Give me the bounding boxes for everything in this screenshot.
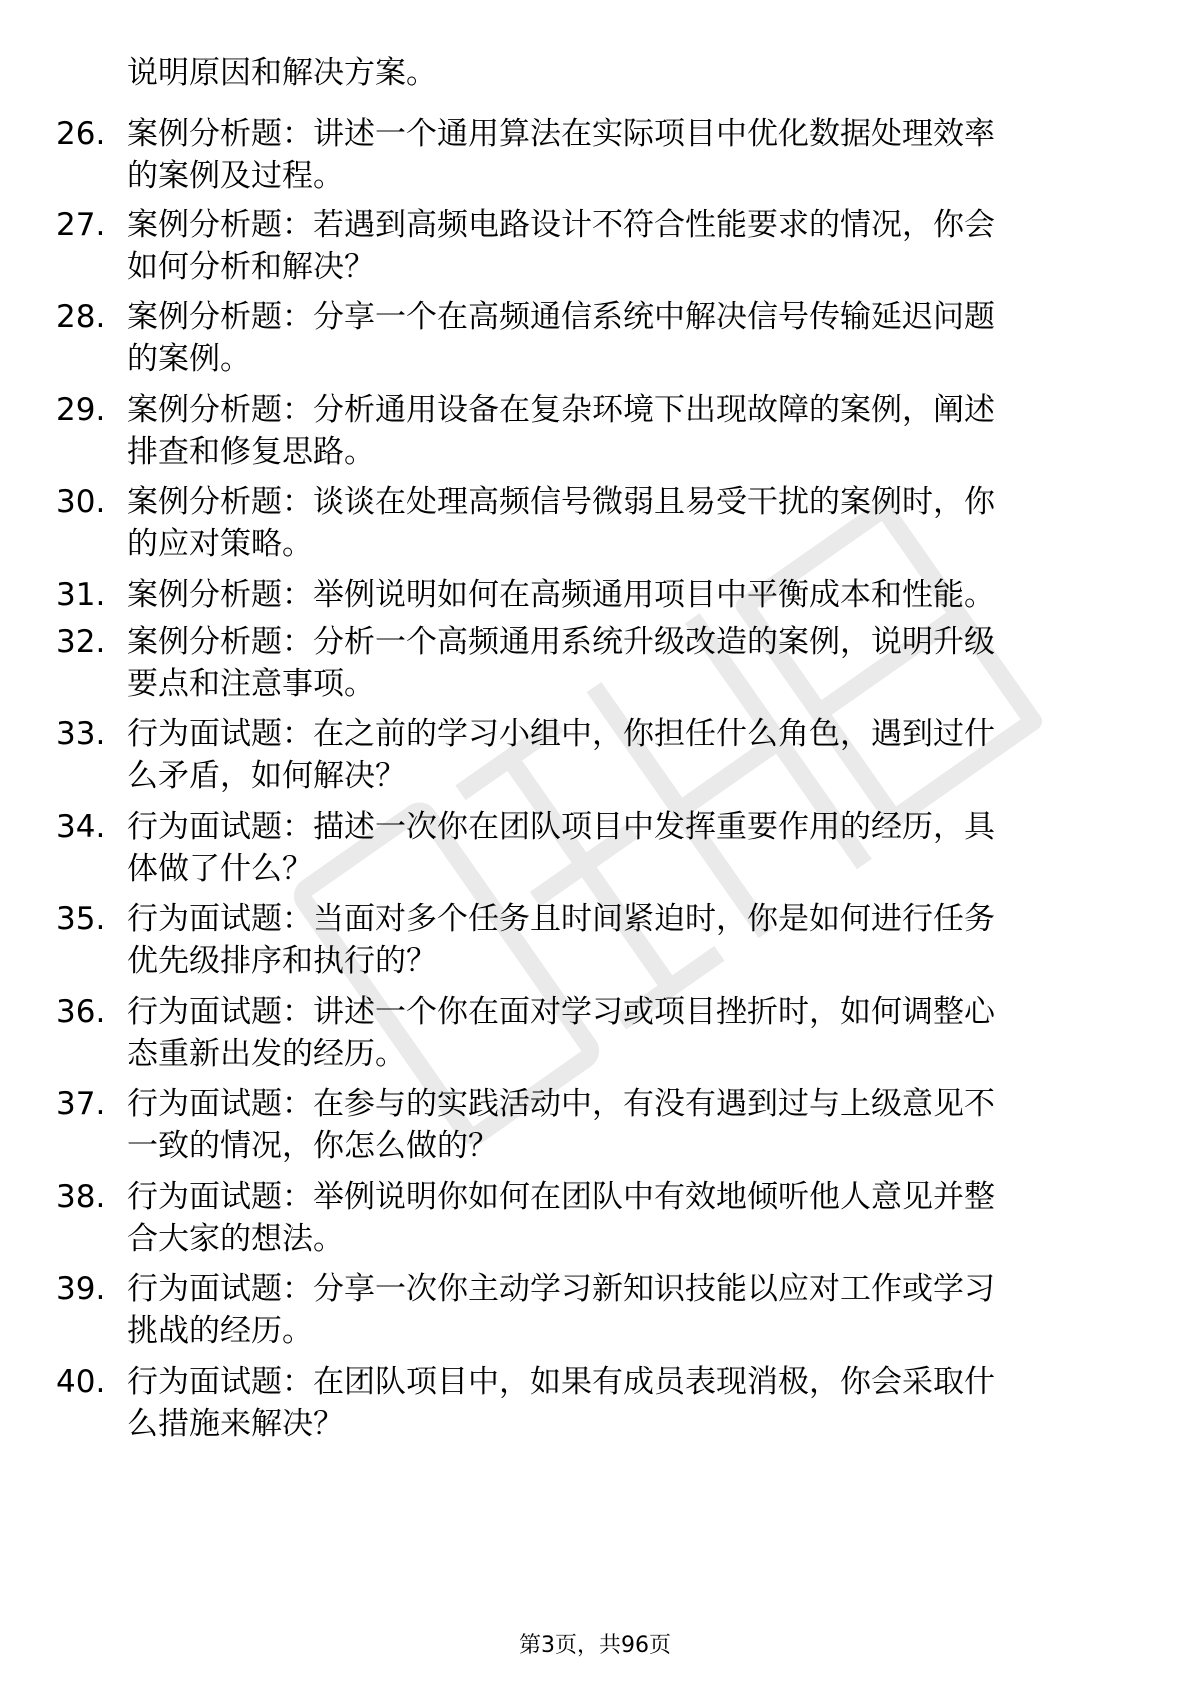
item-number: 31. <box>56 577 106 613</box>
item-line: 的应对策略。 <box>127 526 313 562</box>
item-text <box>127 1176 1117 1260</box>
item-text <box>127 574 1117 616</box>
item-number: 30. <box>56 484 106 520</box>
item-text <box>127 991 1117 1075</box>
list-item <box>0 204 1190 294</box>
item-text <box>127 1083 1117 1167</box>
item-line: 如何分析和解决？ <box>127 249 375 285</box>
item-line: 案例分析题：分析通用设备在复杂环境下出现故障的案例，阐述 <box>127 392 995 428</box>
item-line: 体做了什么？ <box>127 851 313 887</box>
item-text <box>127 898 1117 982</box>
item-text <box>127 1268 1117 1352</box>
item-line: 优先级排序和执行的？ <box>127 943 437 979</box>
item-line: 行为面试题：在之前的学习小组中，你担任什么角色，遇到过什 <box>127 716 995 752</box>
item-number: 28. <box>56 299 106 335</box>
item-line: 的案例。 <box>127 341 251 377</box>
page-number: 第3页，共96页 <box>519 1633 671 1658</box>
item-line: 案例分析题：谈谈在处理高频信号微弱且易受干扰的案例时，你 <box>127 484 995 520</box>
item-line: 案例分析题：分析一个高频通用系统升级改造的案例，说明升级 <box>127 624 995 660</box>
item-line: 行为面试题：分享一次你主动学习新知识技能以应对工作或学习 <box>127 1271 995 1307</box>
list-item <box>0 898 1190 988</box>
list-item <box>0 296 1190 386</box>
list-item <box>0 713 1190 803</box>
list-item <box>0 1083 1190 1173</box>
list-item <box>0 481 1190 571</box>
item-text <box>127 621 1117 705</box>
item-line: 行为面试题：当面对多个任务且时间紧迫时，你是如何进行任务 <box>127 901 995 937</box>
list-item <box>0 1268 1190 1358</box>
item-line: 挑战的经历。 <box>127 1313 313 1349</box>
list-item <box>0 806 1190 896</box>
item-number: 33. <box>56 716 106 752</box>
item-text <box>127 1361 1117 1445</box>
item-line: 行为面试题：描述一次你在团队项目中发挥重要作用的经历，具 <box>127 809 995 845</box>
item-line: 行为面试题：讲述一个你在面对学习或项目挫折时，如何调整心 <box>127 994 995 1030</box>
item-number: 38. <box>56 1179 106 1215</box>
item-number: 27. <box>56 207 106 243</box>
item-line: 行为面试题：在参与的实践活动中，有没有遇到过与上级意见不 <box>127 1086 995 1122</box>
list-item <box>0 113 1190 203</box>
list-item <box>0 1176 1190 1266</box>
item-text <box>127 389 1117 473</box>
item-line: 案例分析题：若遇到高频电路设计不符合性能要求的情况，你会 <box>127 207 995 243</box>
item-line: 排查和修复思路。 <box>127 434 375 470</box>
item-number: 40. <box>56 1364 106 1400</box>
continued-text: 说明原因和解决方案。 <box>127 55 437 91</box>
item-number: 29. <box>56 392 106 428</box>
item-line: 么措施来解决？ <box>127 1406 344 1442</box>
item-number: 37. <box>56 1086 106 1122</box>
item-number: 26. <box>56 116 106 152</box>
item-line: 一致的情况，你怎么做的？ <box>127 1128 499 1164</box>
item-text <box>127 713 1117 797</box>
item-line: 案例分析题：举例说明如何在高频通用项目中平衡成本和性能。 <box>127 577 995 613</box>
item-line: 么矛盾，如何解决？ <box>127 758 406 794</box>
item-number: 36. <box>56 994 106 1030</box>
item-number: 39. <box>56 1271 106 1307</box>
item-number: 32. <box>56 624 106 660</box>
item-text <box>127 481 1117 565</box>
list-item <box>0 389 1190 479</box>
item-text <box>127 806 1117 890</box>
item-line: 案例分析题：讲述一个通用算法在实际项目中优化数据处理效率 <box>127 116 995 152</box>
item-text <box>127 113 1117 197</box>
item-line: 行为面试题：在团队项目中，如果有成员表现消极，你会采取什 <box>127 1364 995 1400</box>
item-line: 要点和注意事项。 <box>127 666 375 702</box>
item-line: 行为面试题：举例说明你如何在团队中有效地倾听他人意见并整 <box>127 1179 995 1215</box>
item-text <box>127 204 1117 288</box>
list-item <box>0 1361 1190 1451</box>
list-item <box>0 991 1190 1081</box>
item-text <box>127 296 1117 380</box>
item-number: 35. <box>56 901 106 937</box>
list-item <box>0 574 1190 619</box>
item-line: 合大家的想法。 <box>127 1221 344 1257</box>
item-line: 态重新出发的经历。 <box>127 1036 406 1072</box>
item-line: 案例分析题：分享一个在高频通信系统中解决信号传输延迟问题 <box>127 299 995 335</box>
item-number: 34. <box>56 809 106 845</box>
list-item <box>0 621 1190 711</box>
item-line: 的案例及过程。 <box>127 158 344 194</box>
